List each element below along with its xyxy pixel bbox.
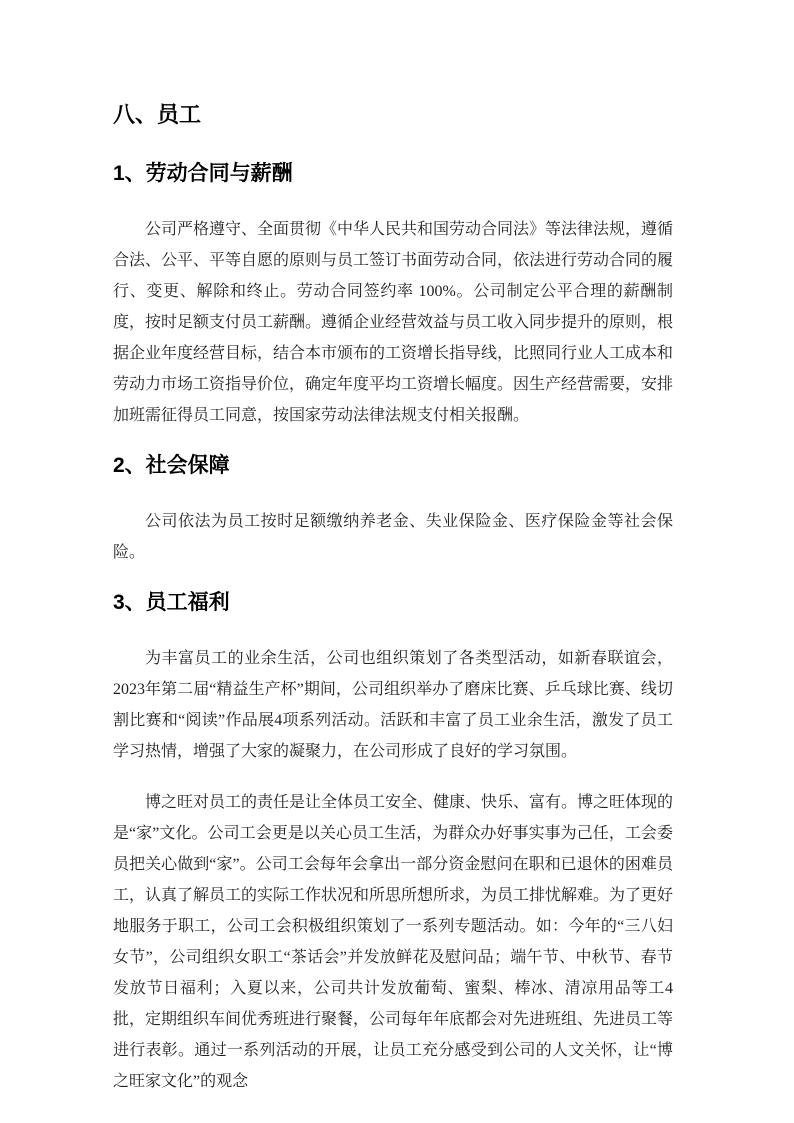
employee-welfare-paragraph-care: 博之旺对员工的责任是让全体员工安全、健康、快乐、富有。博之旺体现的是“家”文化。公司工会更是以关心员工生活，为群众办好事实事为己任，工会委员把关心做到“家”。公司工会每年会拿出一部分资金慰问在职和已退休的困难员工，认真了解员工的实际工作状况和所思所想所求，为员工排忧解难。为了更好地服务于职工，公司工会积极组织策划了一系列专题活动。如：今年的“三八妇女节”，公司组织女职工“茶话会”并发放鲜花及慰问品；端午节、中秋节、春节发放节日福利；入夏以来，公司共计发放葡萄、蜜梨、棒冰、清凉用品等工4批，定期组织车间优秀班进行聚餐，公司每年年底都会对先进班组、先进员工等进行表彰。通过一系列活动的开展，让员工充分感受到公司的人文关怀，让“博之旺家文化”的观念 xyxy=(113,794,674,1090)
section-labor-contract-heading: 1、劳动合同与薪酬 xyxy=(113,162,293,185)
section-labor-contract xyxy=(113,161,672,431)
section-employee-welfare-heading: 3、员工福利 xyxy=(113,591,230,614)
labor-contract-paragraph: 公司严格遵守、全面贯彻《中华人民共和国劳动合同法》等法律法规，遵循合法、公平、平等自愿的原则与员工签订书面劳动合同，依法进行劳动合同的履行、变更、解除和终止。劳动合同签约率 100%。公司制定公平合理的薪酬制度，按时足额支付员工薪酬。遵循企业经营效益与员工收入同步提升的原则，根据企业年度经营目标，结合本市颁布的工资增长指导线，比照同行业人工成本和劳动力市场工资指导价位，确定年度平均工资增长幅度。因生产经营需要，安排加班需征得员工同意，按国家劳动法律法规支付相关报酬。 xyxy=(113,221,674,424)
document-title: 八、员工 xyxy=(113,102,202,127)
employee-welfare-paragraph-activities: 为丰富员工的业余生活，公司也组织策划了各类型活动，如新春联谊会，2023年第二届“精益生产杯”期间，公司组织举办了磨床比赛、乒乓球比赛、线切割比赛和“阅读”作品展4项系列活动。活跃和丰富了员工业余生活，激发了员工学习热情，增强了大家的凝聚力，在公司形成了良好的学习氛围。 xyxy=(113,650,673,760)
section-social-security-heading: 2、社会保障 xyxy=(113,454,230,477)
section-employee-welfare xyxy=(113,590,672,1097)
section-social-security xyxy=(113,453,672,568)
social-security-paragraph: 公司依法为员工按时足额缴纳养老金、失业保险金、医疗保险金等社会保险。 xyxy=(113,513,673,561)
